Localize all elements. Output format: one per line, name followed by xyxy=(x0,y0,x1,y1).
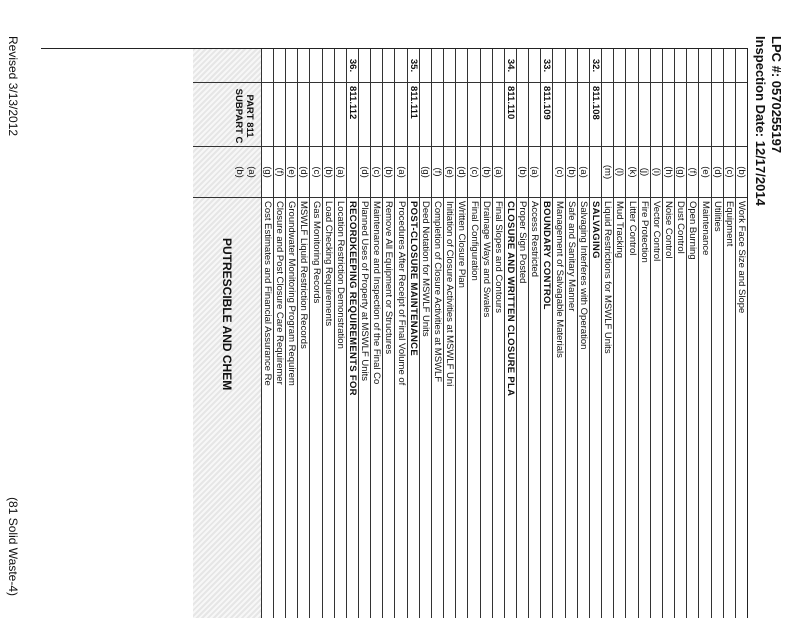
item-number xyxy=(712,49,723,83)
subsection-letter: (a) xyxy=(493,147,504,198)
item-row xyxy=(467,49,479,618)
subsection-letter: (b) xyxy=(517,147,528,198)
item-description: RECORDKEEPING REQUIREMENTS FOR xyxy=(347,201,358,396)
part-subsection-letter: (a) xyxy=(245,166,257,178)
item-number xyxy=(566,49,577,83)
section-row xyxy=(504,49,516,618)
item-number xyxy=(554,49,565,83)
item-description: Open Burning xyxy=(687,201,699,260)
item-description: Access Restricted xyxy=(529,201,541,278)
subsection-letter: (e) xyxy=(444,147,455,198)
item-number xyxy=(432,49,443,83)
section-code xyxy=(675,83,686,147)
section-code: 811.111 xyxy=(408,83,419,147)
subsection-letter: (k) xyxy=(626,147,637,198)
item-number xyxy=(468,49,479,83)
subsection-letter: (a) xyxy=(578,147,589,198)
section-code xyxy=(639,83,650,147)
subsection-letter: (f) xyxy=(432,147,443,198)
item-description: Written Closure Plan xyxy=(456,201,468,288)
item-number xyxy=(420,49,431,83)
item-number: 33. xyxy=(541,49,552,83)
item-row xyxy=(322,49,334,618)
item-number xyxy=(481,49,492,83)
section-code xyxy=(651,83,662,147)
subsection-letter xyxy=(347,147,358,198)
item-description: Salvaging Interferes with Operation xyxy=(577,201,589,350)
section-code xyxy=(432,83,443,147)
item-number xyxy=(639,49,650,83)
section-code xyxy=(578,83,589,147)
item-description: SALVAGING xyxy=(590,201,602,259)
section-code xyxy=(383,83,394,147)
section-row xyxy=(589,49,601,618)
section-code xyxy=(274,83,285,147)
subsection-letter: (a) xyxy=(395,147,406,198)
checklist-table xyxy=(41,48,748,618)
item-description: Management of Salvagable Materials xyxy=(553,201,565,358)
item-row xyxy=(370,49,382,618)
subsection-letter: (c) xyxy=(371,147,382,198)
section-code xyxy=(626,83,637,147)
item-number xyxy=(371,49,382,83)
item-row xyxy=(455,49,467,618)
section-code xyxy=(481,83,492,147)
item-row xyxy=(686,49,698,618)
subsection-letter: (d) xyxy=(712,147,723,198)
subsection-letter: (d) xyxy=(298,147,309,198)
item-description: Fire Protection xyxy=(638,201,650,263)
item-row xyxy=(711,49,723,618)
section-code: 811.112 xyxy=(347,83,358,147)
section-code xyxy=(468,83,479,147)
subsection-letter: (e) xyxy=(699,147,710,198)
item-description: Initiation of Closure Activities at MSWLF Uni xyxy=(444,201,456,387)
item-description: Final Configuration xyxy=(468,201,480,281)
item-row xyxy=(443,49,455,618)
section-code: 811.110 xyxy=(505,83,516,147)
item-number xyxy=(493,49,504,83)
subsection-letter: (c) xyxy=(468,147,479,198)
section-code xyxy=(712,83,723,147)
part-heading-row xyxy=(193,49,261,618)
subsection-letter: (i) xyxy=(651,147,662,198)
item-number xyxy=(262,49,273,83)
section-code xyxy=(529,83,540,147)
subsection-letter: (b) xyxy=(736,147,747,198)
lpc-number: LPC #: 0570255197 xyxy=(769,36,784,154)
section-code xyxy=(420,83,431,147)
section-code xyxy=(663,83,674,147)
item-description: Vector Control xyxy=(650,201,662,262)
item-description: Drainage Ways and Swales xyxy=(480,201,492,318)
item-description: Deed Notation for MSWLF Units xyxy=(419,201,431,337)
item-row xyxy=(516,49,528,618)
item-description: Utilities xyxy=(711,201,723,232)
item-row xyxy=(601,49,613,618)
item-number xyxy=(687,49,698,83)
form-number: (81 Solid Waste-4) xyxy=(6,497,20,596)
section-code xyxy=(359,83,370,147)
section-code xyxy=(335,83,346,147)
item-number xyxy=(578,49,589,83)
item-number: 35. xyxy=(408,49,419,83)
subsection-letter: (g) xyxy=(420,147,431,198)
section-code xyxy=(699,83,710,147)
item-number xyxy=(517,49,528,83)
section-row xyxy=(540,49,552,618)
section-code xyxy=(444,83,455,147)
subsection-letter: (b) xyxy=(566,147,577,198)
item-description: Maintenance xyxy=(699,201,711,256)
section-code xyxy=(554,83,565,147)
item-description: Mud Tracking xyxy=(614,201,626,259)
item-number xyxy=(614,49,625,83)
section-code xyxy=(286,83,297,147)
item-description: CLOSURE AND WRITTEN CLOSURE PLA xyxy=(505,201,517,397)
item-description: Procedures After Receipt of Final Volume of xyxy=(395,201,407,386)
subsection-letter: (c) xyxy=(554,147,565,198)
item-description: Groundwater Monitoring Program Requirem xyxy=(286,201,298,386)
subsection-letter: (c) xyxy=(724,147,735,198)
section-code xyxy=(323,83,334,147)
section-code: 811.108 xyxy=(590,83,601,147)
subsection-letter xyxy=(408,147,419,198)
item-description: POST-CLOSURE MAINTENANCE xyxy=(407,201,419,356)
item-row xyxy=(273,49,285,618)
item-number xyxy=(310,49,321,83)
item-row xyxy=(334,49,346,618)
subsection-letter: (m) xyxy=(602,147,613,198)
item-number xyxy=(651,49,662,83)
subsection-letter xyxy=(541,147,552,198)
item-row xyxy=(674,49,686,618)
section-row xyxy=(407,49,419,618)
subsection-letter: (f) xyxy=(274,147,285,198)
subsection-letter: (g) xyxy=(675,147,686,198)
item-number xyxy=(444,49,455,83)
item-number xyxy=(456,49,467,83)
section-code xyxy=(566,83,577,147)
subsection-letter: (b) xyxy=(481,147,492,198)
item-row xyxy=(698,49,710,618)
item-row xyxy=(650,49,662,618)
item-description: Work Face Size and Slope xyxy=(736,201,747,314)
part-subsections xyxy=(193,147,261,198)
item-description: Liquid Restrictions for MSWLF Units xyxy=(602,201,614,354)
item-description: BOUNDARY CONTROL xyxy=(541,201,553,310)
part-title: PUTRESCIBLE AND CHEM xyxy=(220,238,235,391)
section-code xyxy=(724,83,735,147)
item-number xyxy=(736,49,747,83)
item-description: Remove All Equipment or Structures xyxy=(383,201,395,355)
item-row xyxy=(577,49,589,618)
item-row xyxy=(309,49,321,618)
section-code xyxy=(687,83,698,147)
subsection-letter: (d) xyxy=(359,147,370,198)
subsection-letter xyxy=(590,147,601,198)
subsection-letter: (l) xyxy=(614,147,625,198)
item-description: Planned Uses of Property at MSWLF Units xyxy=(359,201,371,382)
item-row xyxy=(613,49,625,618)
subsection-letter: (f) xyxy=(687,147,698,198)
item-description: Litter Control xyxy=(626,201,638,256)
item-row xyxy=(419,49,431,618)
item-description: MSWLF Liquid Restriction Records xyxy=(298,201,310,349)
subsection-letter: (h) xyxy=(663,147,674,198)
section-code xyxy=(371,83,382,147)
item-number xyxy=(602,49,613,83)
item-row xyxy=(285,49,297,618)
item-description: Completion of Closure Activities at MSWLF xyxy=(432,201,444,383)
subsection-letter: (e) xyxy=(286,147,297,198)
subsection-letter: (a) xyxy=(335,147,346,198)
item-description: Safe and Sanitary Manner xyxy=(565,201,577,312)
item-number: 36. xyxy=(347,49,358,83)
item-description: Location Restriction Demonstration xyxy=(334,201,346,349)
item-row xyxy=(565,49,577,618)
section-code xyxy=(456,83,467,147)
item-row xyxy=(431,49,443,618)
item-number xyxy=(298,49,309,83)
section-code xyxy=(736,83,747,147)
document-header xyxy=(752,36,784,596)
section-code xyxy=(310,83,321,147)
item-row xyxy=(492,49,504,618)
item-description: Dust Control xyxy=(675,201,687,254)
item-description: Noise Control xyxy=(663,201,675,259)
item-description: Load Checking Requirements xyxy=(322,201,334,327)
item-number xyxy=(699,49,710,83)
item-number xyxy=(675,49,686,83)
item-description: Cost Estimates and Financial Assurance Re xyxy=(261,201,273,386)
item-row xyxy=(625,49,637,618)
section-code xyxy=(614,83,625,147)
section-code xyxy=(298,83,309,147)
item-number xyxy=(724,49,735,83)
item-description: Closure and Post Closure Care Requiremer xyxy=(274,201,286,385)
item-row xyxy=(480,49,492,618)
item-row xyxy=(394,49,406,618)
section-code: 811.109 xyxy=(541,83,552,147)
item-number xyxy=(626,49,637,83)
subsection-letter: (g) xyxy=(262,147,273,198)
item-row xyxy=(528,49,540,618)
item-row xyxy=(358,49,370,618)
part-subsection-letter: (b) xyxy=(233,166,245,178)
item-row xyxy=(662,49,674,618)
blank-cell xyxy=(193,49,261,83)
item-number xyxy=(529,49,540,83)
item-number: 34. xyxy=(505,49,516,83)
item-row xyxy=(723,49,735,618)
inspection-date: Inspection Date: 12/17/2014 xyxy=(753,36,768,206)
item-number: 32. xyxy=(590,49,601,83)
part-label: PART 811 SUBPART C xyxy=(193,83,261,147)
item-row xyxy=(297,49,309,618)
item-row xyxy=(638,49,650,618)
item-description: Final Slopes and Contours xyxy=(492,201,504,313)
subsection-letter: (a) xyxy=(529,147,540,198)
section-code xyxy=(493,83,504,147)
item-number xyxy=(286,49,297,83)
page-footer xyxy=(6,36,20,596)
subsection-letter: (j) xyxy=(639,147,650,198)
item-number xyxy=(323,49,334,83)
item-description: Equipment xyxy=(723,201,735,247)
section-row xyxy=(346,49,358,618)
item-row xyxy=(382,49,394,618)
item-description: Proper Sign Posted xyxy=(517,201,529,284)
subsection-letter: (b) xyxy=(323,147,334,198)
subsection-letter: (d) xyxy=(456,147,467,198)
item-number xyxy=(274,49,285,83)
item-description: Gas Monitoring Records xyxy=(310,201,322,304)
section-code xyxy=(517,83,528,147)
section-code xyxy=(262,83,273,147)
item-row xyxy=(735,49,747,618)
section-code xyxy=(395,83,406,147)
item-number xyxy=(383,49,394,83)
subsection-letter: (c) xyxy=(310,147,321,198)
subsection-letter xyxy=(505,147,516,198)
item-number xyxy=(335,49,346,83)
revised-date: Revised 3/13/2012 xyxy=(6,36,20,137)
item-row xyxy=(553,49,565,618)
item-row xyxy=(261,49,273,618)
item-number xyxy=(359,49,370,83)
section-code xyxy=(602,83,613,147)
item-number xyxy=(663,49,674,83)
subsection-letter: (b) xyxy=(383,147,394,198)
item-number xyxy=(395,49,406,83)
item-description: Maintenance and Inspection of the Final Co xyxy=(371,201,383,385)
